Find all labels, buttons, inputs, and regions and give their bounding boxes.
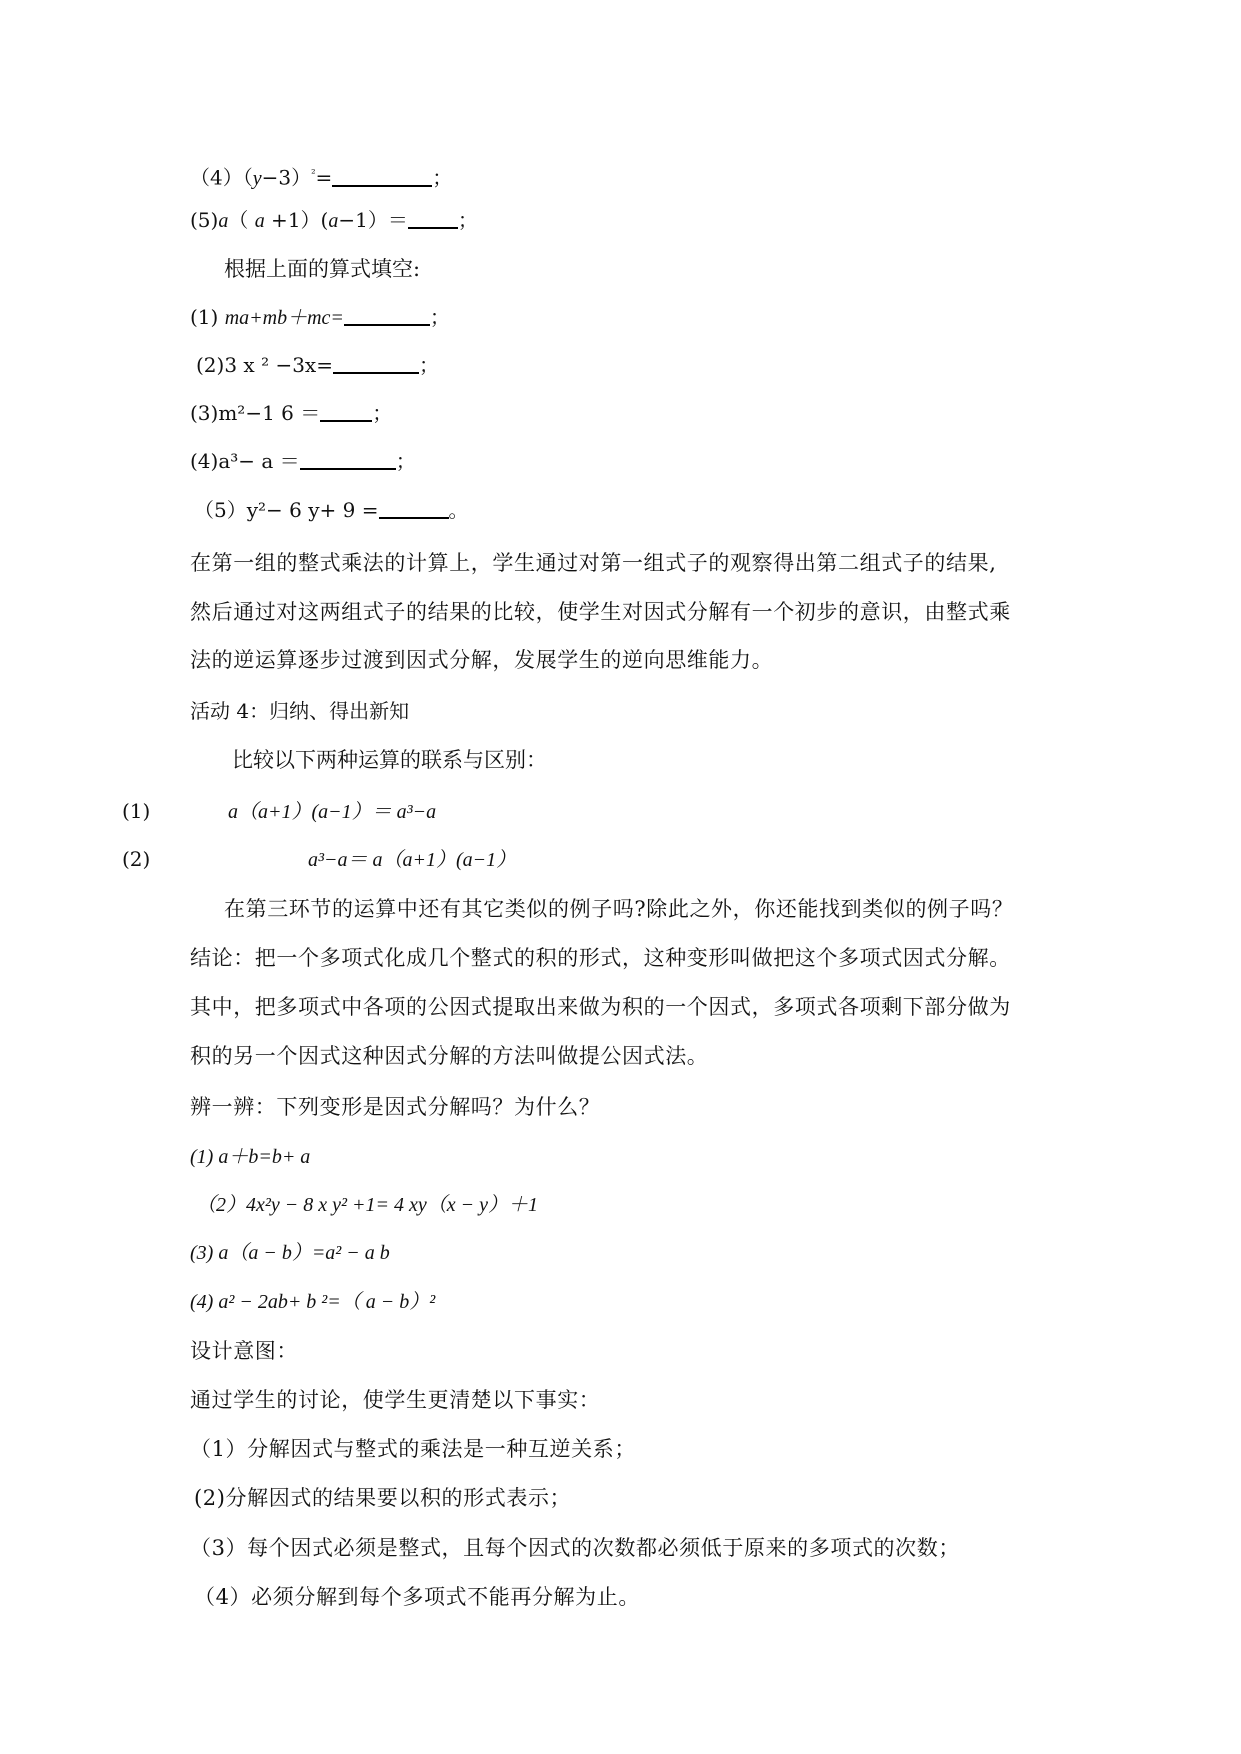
design-title: 设计意图： xyxy=(190,1339,298,1363)
compare-intro: 比较以下两种运算的联系与区别： xyxy=(232,748,547,772)
para2-line-1: 在第三环节的运算中还有其它类似的例子吗?除此之外，你还能找到类似的例子吗？ xyxy=(224,897,1014,921)
design-item-4: （4）必须分解到每个多项式不能再分解为止。 xyxy=(194,1585,640,1609)
para2-line-3: 其中，把多项式中各项的公因式提取出来做为积的一个因式，多项式各项剩下部分做为 xyxy=(190,995,1011,1019)
answer-blank[interactable] xyxy=(333,352,419,374)
expr-var: y xyxy=(252,167,262,190)
expr: a（a+1）(a−1）＝ a³−a xyxy=(228,801,437,823)
answer-blank[interactable] xyxy=(300,448,396,470)
fill-intro: 根据上面的算式填空: xyxy=(224,257,421,281)
expr-sup: ² xyxy=(311,167,316,180)
para2-line-4: 积的另一个因式这种因式分解的方法叫做提公因式法。 xyxy=(190,1044,709,1068)
answer-blank[interactable] xyxy=(320,400,372,422)
expr: 3 x ² −3x= xyxy=(224,353,333,377)
design-item-1: （1）分解因式与整式的乘法是一种互逆关系； xyxy=(190,1437,636,1461)
design-item-3: （3）每个因式必须是整式，且每个因式的次数都必须低于原来的多项式的次数； xyxy=(190,1536,960,1560)
expr-part: （ xyxy=(242,165,253,190)
fill-item-5 xyxy=(194,496,469,524)
item-label: (2) xyxy=(196,353,225,377)
expr-var: a xyxy=(254,210,265,232)
compare-label-2: (2) xyxy=(122,847,151,871)
expr: y²− 6 y+ 9 = xyxy=(246,498,379,522)
fill-item-3 xyxy=(190,399,392,427)
discern-title: 辨一辨：下列变形是因式分解吗？为什么？ xyxy=(190,1095,601,1119)
expr-part: +1）( xyxy=(264,208,329,232)
expr-part: （ xyxy=(228,208,255,232)
expr-part: −3） xyxy=(261,165,312,190)
expr: a³− a ＝ xyxy=(218,449,300,473)
expr: (1) a＋b=b+ a xyxy=(190,1146,311,1168)
expr: a³−a＝ a（a+1）(a−1） xyxy=(308,849,517,871)
exercise-line-4 xyxy=(190,160,452,193)
discern-item-2 xyxy=(196,1190,538,1219)
line-end: ； xyxy=(395,449,416,473)
line-end: ； xyxy=(429,305,450,329)
exercise-line-5 xyxy=(190,206,478,235)
fill-item-2 xyxy=(196,351,439,379)
para1-line-2: 然后通过对这两组式子的结果的比较，使学生对因式分解有一个初步的意识，由整式乘 xyxy=(190,600,1011,624)
fill-item-1 xyxy=(190,303,450,332)
answer-blank[interactable] xyxy=(408,207,458,229)
expr-var: a xyxy=(328,210,339,232)
discern-item-1 xyxy=(190,1142,310,1171)
answer-blank[interactable] xyxy=(379,497,449,519)
expr: m²−1 6 ＝ xyxy=(218,401,321,425)
para1-line-3: 法的逆运算逐步过渡到因式分解，发展学生的逆向思维能力。 xyxy=(190,648,774,672)
item-label: (5) xyxy=(190,208,219,232)
para1-line-1: 在第一组的整式乘法的计算上，学生通过对第一组式子的观察得出第二组式子的结果, xyxy=(190,551,997,575)
expr-var: a xyxy=(218,210,229,232)
line-end: 。 xyxy=(448,498,469,522)
para2-line-2: 结论：把一个多项式化成几个整式的积的形式，这种变形叫做把这个多项式因式分解。 xyxy=(190,946,1011,970)
compare-expr-2 xyxy=(308,845,516,874)
compare-expr-1 xyxy=(228,797,436,826)
answer-blank[interactable] xyxy=(344,304,430,326)
expr: (4) a² − 2ab+ b ²=（ a − b）² xyxy=(190,1291,436,1313)
item-label: (3) xyxy=(190,401,219,425)
expr: ma+mb＋mc= xyxy=(224,307,344,329)
item-label: (4) xyxy=(190,449,219,473)
expr: （2）4x²y − 8 x y² +1= 4 xy（x − y）＋1 xyxy=(196,1194,538,1216)
answer-blank[interactable] xyxy=(332,165,432,187)
line-end: ； xyxy=(418,353,439,377)
design-item-2: (2)分解因式的结果要以积的形式表示； xyxy=(194,1486,572,1510)
activity-title: 活动 4：归纳、得出新知 xyxy=(190,699,410,723)
expr: (3) a（a − b）=a² − a b xyxy=(190,1242,390,1264)
expr-part: = xyxy=(315,165,333,190)
item-label: (1) xyxy=(190,305,219,329)
line-end: ； xyxy=(372,401,393,425)
design-intro: 通过学生的讨论，使学生更清楚以下事实： xyxy=(190,1388,601,1412)
discern-item-3 xyxy=(190,1238,390,1267)
expr-part: −1）＝ xyxy=(338,208,408,232)
discern-item-4 xyxy=(190,1287,435,1316)
item-label: （5） xyxy=(194,498,247,522)
compare-label-1: (1) xyxy=(122,799,151,823)
line-end: ； xyxy=(432,165,453,190)
fill-item-4 xyxy=(190,447,416,475)
line-end: ； xyxy=(457,208,478,232)
item-label: （4） xyxy=(190,165,243,190)
